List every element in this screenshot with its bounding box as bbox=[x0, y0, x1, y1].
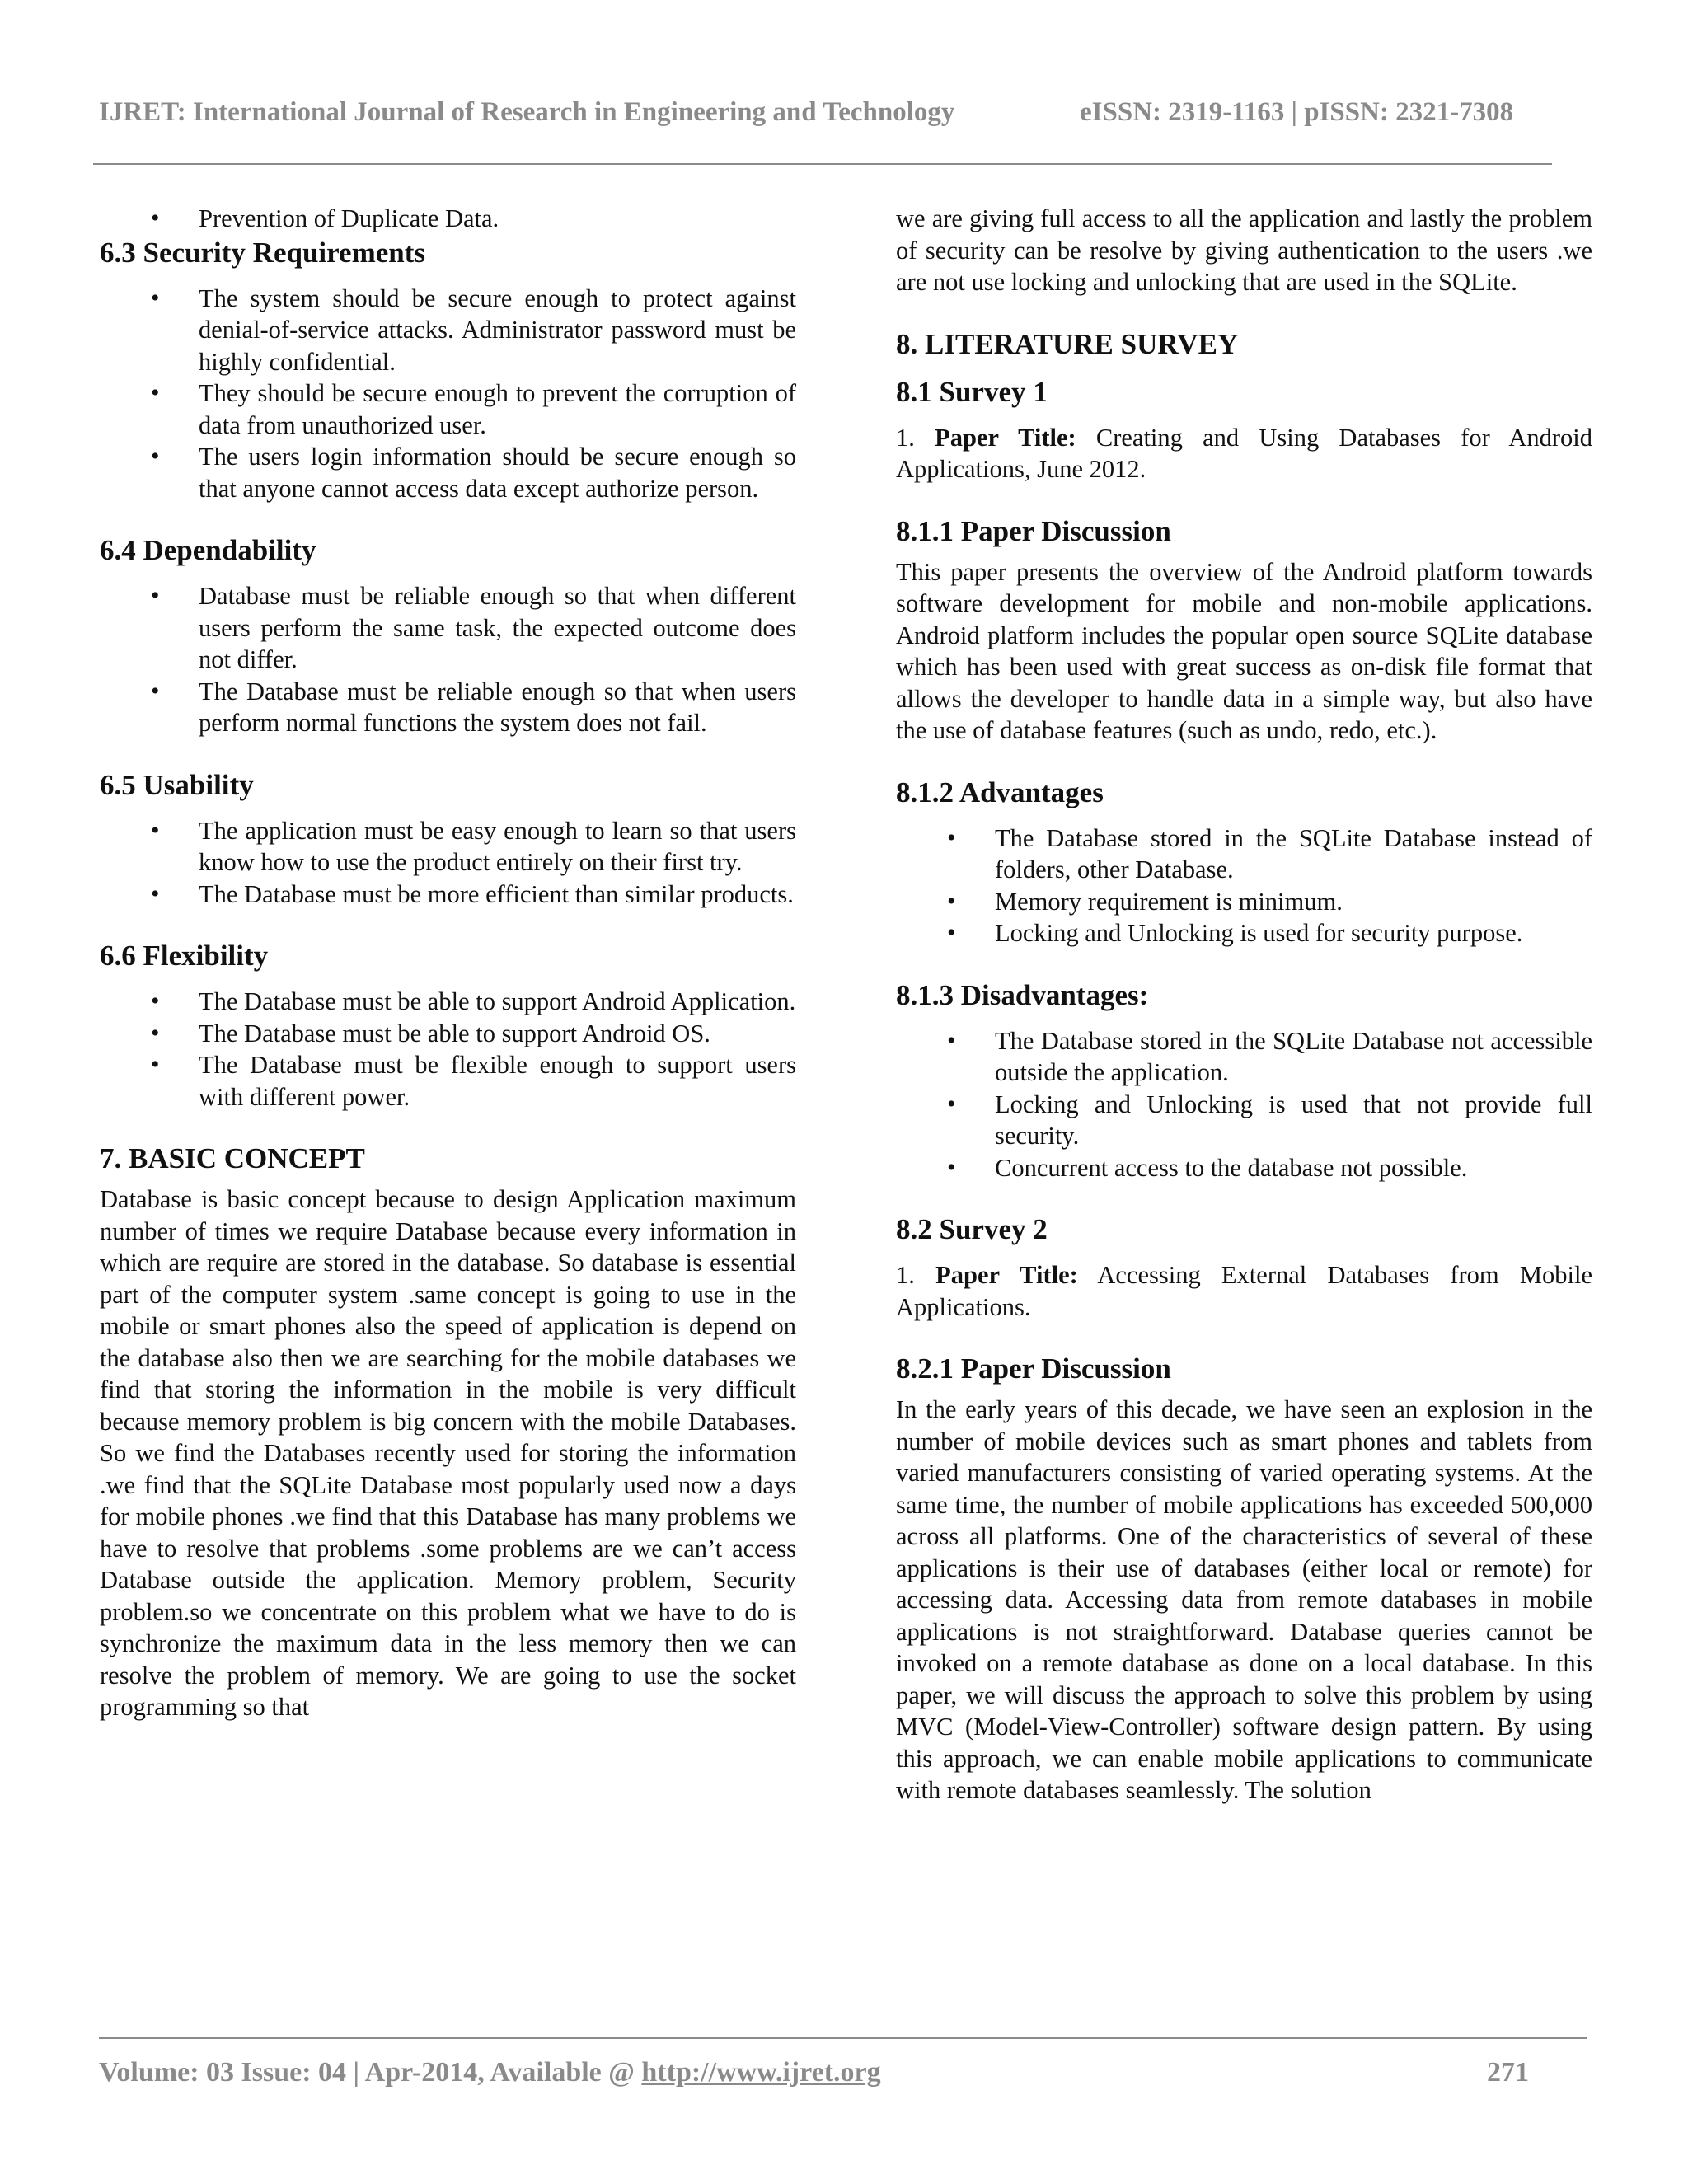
list-item: • Locking and Unlocking is used for security purpose. bbox=[896, 917, 1592, 949]
list-item: • Concurrent access to the database not possible. bbox=[896, 1152, 1592, 1184]
list-item: • The users login information should be secure enough so that anyone cannot access data except authorize person. bbox=[100, 441, 796, 504]
header-rule bbox=[93, 163, 1552, 165]
list-item: • The Database must be more efficient than similar products. bbox=[100, 879, 796, 911]
section-heading-8-1-1: 8.1.1 Paper Discussion bbox=[896, 514, 1171, 547]
list-item: • Locking and Unlocking is used that not provide full security. bbox=[896, 1089, 1592, 1152]
list-item: • The Database must be able to support Android Application. bbox=[100, 986, 796, 1018]
right-column bbox=[896, 203, 1592, 1807]
section-heading-8-1: 8.1 Survey 1 bbox=[896, 375, 1048, 408]
list-item: • The Database must be reliable enough so that when users perform normal functions the system does not fail. bbox=[100, 676, 796, 739]
list-item: • Database must be reliable enough so that when different users perform the same task, the expected outcome does not differ. bbox=[100, 580, 796, 676]
survey-2-paper-title bbox=[896, 1259, 1592, 1323]
volume-info: Volume: 03 Issue: 04 | Apr-2014, Available @ bbox=[99, 2057, 642, 2088]
page-number: 271 bbox=[1487, 2057, 1529, 2088]
list-item: • They should be secure enough to prevent the corruption of data from unauthorized user. bbox=[100, 377, 796, 441]
continued-bullet-list bbox=[100, 203, 796, 235]
footer-rule bbox=[99, 2037, 1587, 2039]
journal-name: IJRET: International Journal of Research in Engineering and Technology bbox=[99, 97, 955, 127]
list-item: • Memory requirement is minimum. bbox=[896, 886, 1592, 918]
section-heading-6-3: 6.3 Security Requirements bbox=[100, 236, 425, 269]
list-item: • The Database stored in the SQLite Database not accessible outside the application. bbox=[896, 1025, 1592, 1089]
list-item: • The Database must be able to support Android OS. bbox=[100, 1018, 796, 1050]
journal-url-link[interactable]: http://www.ijret.org bbox=[641, 2057, 881, 2088]
running-footer bbox=[99, 2057, 1541, 2088]
survey-1-discussion: This paper presents the overview of the Android platform towards software development for mobile and non-mobile applications. Android platform includes the popular open source SQLite database which has been used with great success as on-disk file format that allows the developer to handle data in a simple way, but also have the use of database features (such as undo, redo, etc.). bbox=[896, 557, 1592, 744]
dependability-list bbox=[100, 580, 796, 739]
section-heading-8-2-1: 8.2.1 Paper Discussion bbox=[896, 1352, 1171, 1385]
section-heading-6-4: 6.4 Dependability bbox=[100, 534, 316, 566]
advantages-list bbox=[896, 823, 1592, 949]
section-heading-6-5: 6.5 Usability bbox=[100, 768, 254, 801]
section-heading-8-2: 8.2 Survey 2 bbox=[896, 1213, 1048, 1245]
paper-title-label: Paper Title: bbox=[935, 1261, 1078, 1289]
paper-title-label: Paper Title: bbox=[935, 423, 1076, 452]
section-heading-7: 7. BASIC CONCEPT bbox=[100, 1142, 365, 1174]
list-item: • The application must be easy enough to learn so that users know how to use the product entirely on their first try. bbox=[100, 815, 796, 879]
paper-title-text: Accessing External Databases from Mobile Applications. bbox=[896, 1261, 1592, 1321]
item-number: 1. bbox=[896, 423, 935, 452]
usability-list bbox=[100, 815, 796, 911]
disadvantages-list bbox=[896, 1025, 1592, 1184]
list-item: • Prevention of Duplicate Data. bbox=[100, 203, 796, 235]
section-heading-8: 8. LITERATURE SURVEY bbox=[896, 327, 1239, 360]
flexibility-list bbox=[100, 986, 796, 1113]
section-heading-8-1-2: 8.1.2 Advantages bbox=[896, 776, 1104, 808]
paper-title-text: Creating and Using Databases for Android Applications, June 2012. bbox=[896, 423, 1592, 483]
survey-1-paper-title bbox=[896, 422, 1592, 485]
running-header bbox=[99, 97, 1550, 128]
basic-concept-paragraph: Database is basic concept because to design Application maximum number of times we require Database because every information in which are require are stored in the database. So database is essential part of the computer system .same concept is going to use in the mobile or smart phones also the speed of application is depend on the database also then we are searching for the mobile databases we find that storing the information in the mobile is very difficult because memory problem is big concern with the mobile Databases. So we find the Databases recently used for storing the information .we find that the SQLite Database most popularly used now a days for mobile phones .we find that this Database has many problems we have to resolve that problems .some problems are we can’t access Database outside the application. Memory problem, Security problem.so we concentrate on this problem what we have to do is synchronize the maximum data in the less memory then we can resolve the problem of memory. We are going to use the socket programming so that bbox=[100, 1185, 796, 1721]
list-item: • The Database stored in the SQLite Database instead of folders, other Database. bbox=[896, 823, 1592, 886]
issn-numbers: eISSN: 2319-1163 | pISSN: 2321-7308 bbox=[1080, 97, 1514, 127]
list-item: • The Database must be flexible enough to support users with different power. bbox=[100, 1049, 796, 1113]
security-requirements-list bbox=[100, 283, 796, 505]
section-heading-6-6: 6.6 Flexibility bbox=[100, 940, 269, 972]
section-heading-8-1-3: 8.1.3 Disadvantages: bbox=[896, 978, 1149, 1011]
list-item: • The system should be secure enough to protect against denial-of-service attacks. Administrator password must be highly confidential. bbox=[100, 283, 796, 378]
survey-2-discussion: In the early years of this decade, we have seen an explosion in the number of mobile devices such as smart phones and tablets from varied manufacturers consisting of varied operating systems. At the same time, the number of mobile applications has exceeded 500,000 across all platforms. One of the characteristics of several of these applications is their use of databases (either local or remote) for accessing data. Accessing data from remote databases in mobile applications is not straightforward. Database queries cannot be invoked on a remote database as done on a local database. In this paper, we will discuss the approach to solve this problem by using MVC (Model-View-Controller) software design pattern. By using this approach, we can enable mobile applications to communicate with remote databases seamlessly. The solution bbox=[896, 1395, 1592, 1804]
item-number: 1. bbox=[896, 1261, 936, 1289]
left-column bbox=[100, 203, 796, 1723]
continued-paragraph: we are giving full access to all the application and lastly the problem of security can be resolve by giving authentication to the users .we are not use locking and unlocking that are used in the SQLite. bbox=[896, 204, 1592, 296]
